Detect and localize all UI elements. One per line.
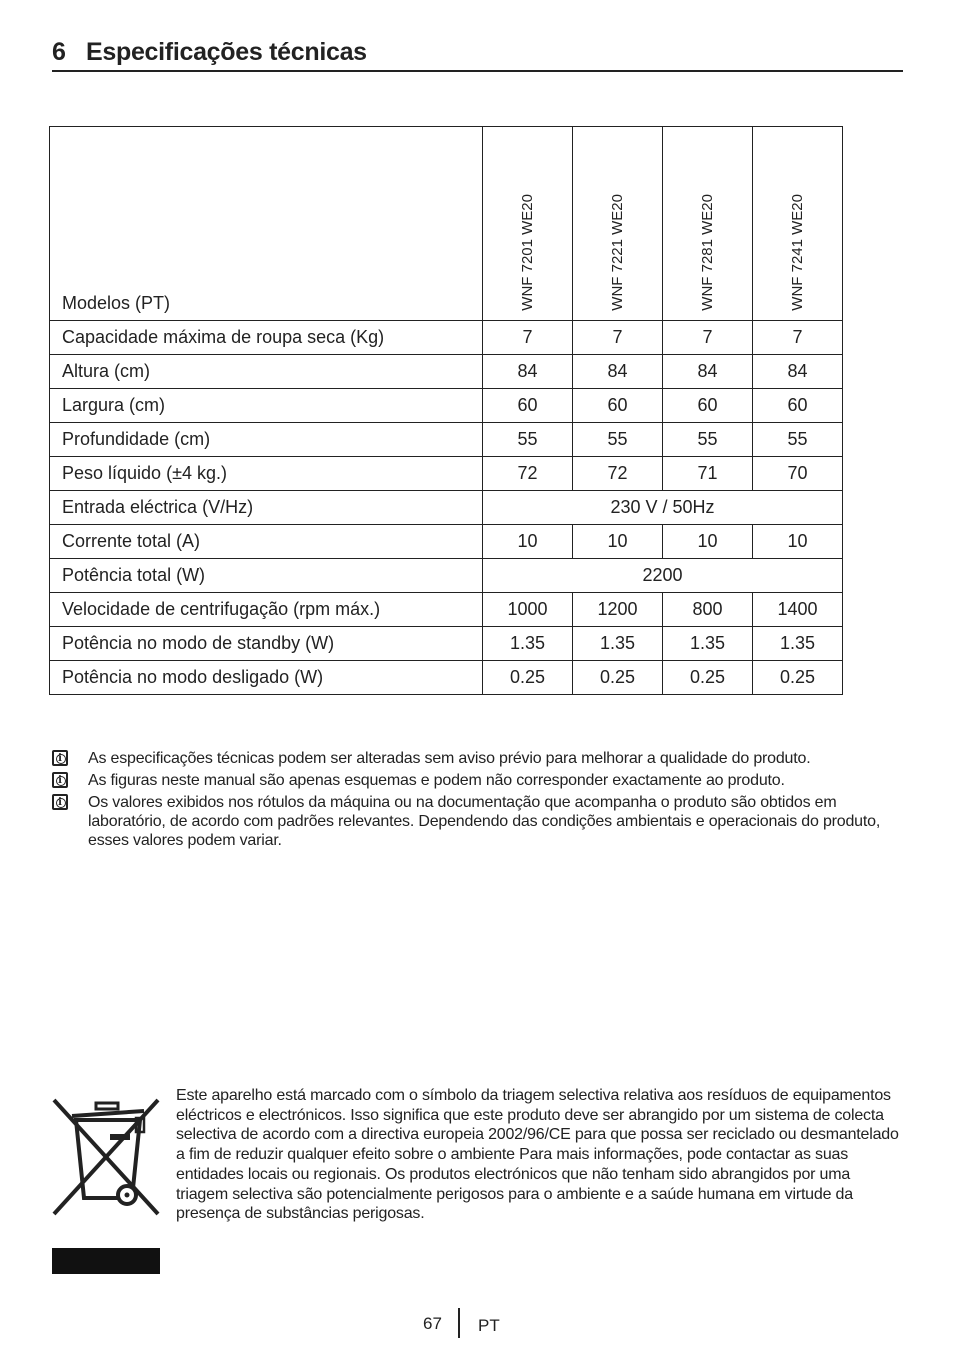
crossed-out-wheelie-bin-icon	[52, 1098, 160, 1274]
info-icon: i	[52, 750, 68, 766]
note-item	[52, 771, 904, 790]
cell-value: 84	[573, 355, 663, 389]
row-label: Capacidade máxima de roupa seca (Kg)	[50, 321, 483, 355]
cell-value: 55	[573, 423, 663, 457]
model-name: WNF 7221 WE20	[609, 194, 626, 311]
cell-value: 84	[753, 355, 843, 389]
table-header-row	[50, 127, 843, 321]
model-header	[483, 127, 573, 321]
row-label: Velocidade de centrifugação (rpm máx.)	[50, 593, 483, 627]
table-row	[50, 457, 843, 491]
cell-value: 60	[753, 389, 843, 423]
cell-value: 1.35	[573, 627, 663, 661]
row-label: Largura (cm)	[50, 389, 483, 423]
section-title-text: Especificações técnicas	[86, 38, 367, 66]
model-header	[753, 127, 843, 321]
cell-value: 55	[483, 423, 573, 457]
cell-value: 1.35	[753, 627, 843, 661]
cell-value: 10	[573, 525, 663, 559]
note-item	[52, 793, 904, 850]
model-name: WNF 7241 WE20	[789, 194, 806, 311]
row-label: Peso líquido (±4 kg.)	[50, 457, 483, 491]
models-label: Modelos (PT)	[50, 127, 483, 321]
model-header	[663, 127, 753, 321]
cell-value: 72	[483, 457, 573, 491]
cell-value: 71	[663, 457, 753, 491]
table-row	[50, 627, 843, 661]
specs-table	[49, 126, 843, 695]
row-label: Corrente total (A)	[50, 525, 483, 559]
merged-cell-value: 230 V / 50Hz	[483, 491, 843, 525]
table-row	[50, 491, 843, 525]
note-item	[52, 749, 904, 768]
cell-value: 0.25	[573, 661, 663, 695]
note-text: As figuras neste manual são apenas esquemas e podem não corresponder exactamente ao produto.	[88, 772, 785, 789]
section-number: 6	[52, 38, 66, 66]
info-icon: i	[52, 772, 68, 788]
row-label: Profundidade (cm)	[50, 423, 483, 457]
cell-value: 60	[663, 389, 753, 423]
table-row	[50, 389, 843, 423]
cell-value: 70	[753, 457, 843, 491]
cell-value: 0.25	[663, 661, 753, 695]
model-name: WNF 7201 WE20	[519, 194, 536, 311]
cell-value: 10	[753, 525, 843, 559]
cell-value: 7	[753, 321, 843, 355]
cell-value: 7	[573, 321, 663, 355]
model-header	[573, 127, 663, 321]
cell-value: 1200	[573, 593, 663, 627]
row-label: Potência total (W)	[50, 559, 483, 593]
cell-value: 800	[663, 593, 753, 627]
table-row	[50, 423, 843, 457]
page-footer	[0, 1308, 954, 1338]
table-row	[50, 321, 843, 355]
table-row	[50, 559, 843, 593]
cell-value: 1000	[483, 593, 573, 627]
cell-value: 60	[573, 389, 663, 423]
cell-value: 1400	[753, 593, 843, 627]
model-name: WNF 7281 WE20	[699, 194, 716, 311]
row-label: Altura (cm)	[50, 355, 483, 389]
language-code: PT	[478, 1316, 500, 1335]
cell-value: 10	[483, 525, 573, 559]
cell-value: 1.35	[663, 627, 753, 661]
cell-value: 55	[663, 423, 753, 457]
section-title	[52, 38, 903, 72]
notes-list	[52, 749, 904, 853]
cell-value: 7	[663, 321, 753, 355]
cell-value: 55	[753, 423, 843, 457]
cell-value: 0.25	[753, 661, 843, 695]
row-label: Entrada eléctrica (V/Hz)	[50, 491, 483, 525]
table-row	[50, 355, 843, 389]
table-row	[50, 593, 843, 627]
table-row	[50, 661, 843, 695]
cell-value: 1.35	[483, 627, 573, 661]
note-text: As especificações técnicas podem ser alteradas sem aviso prévio para melhorar a qualidade do produto.	[88, 750, 811, 767]
cell-value: 60	[483, 389, 573, 423]
cell-value: 0.25	[483, 661, 573, 695]
cell-value: 84	[483, 355, 573, 389]
footer-divider	[458, 1308, 460, 1338]
page-number: 67	[423, 1314, 442, 1333]
weee-disposal-text: Este aparelho está marcado com o símbolo da triagem selectiva relativa aos resíduos de equipamentos eléctricos e electrónicos. Isso significa que este produto deve ser abrangido por um sistema de colecta selectiva de acordo com a directiva europeia 2002/96/CE para que possa ser reciclado ou desmantelado a fim de reduzir qualquer efeito sobre o ambiente Para mais informações, pode contactar as suas entidades locais ou regionais. Os produtos electrónicos que não tenham sido abrangidos por uma triagem selectiva são potencialmente perigosos para o ambiente e a saúde humana em virtude da presença de substâncias perigosas.	[176, 1087, 899, 1223]
info-icon: i	[52, 794, 68, 810]
cell-value: 10	[663, 525, 753, 559]
row-label: Potência no modo desligado (W)	[50, 661, 483, 695]
cell-value: 7	[483, 321, 573, 355]
table-row	[50, 525, 843, 559]
cell-value: 84	[663, 355, 753, 389]
merged-cell-value: 2200	[483, 559, 843, 593]
row-label: Potência no modo de standby (W)	[50, 627, 483, 661]
note-text: Os valores exibidos nos rótulos da máquina ou na documentação que acompanha o produto são obtidos em laboratório, de acordo com padrões relevantes. Dependendo das condições ambientais e operacionais do produto, esses valores podem variar.	[88, 794, 881, 849]
cell-value: 72	[573, 457, 663, 491]
